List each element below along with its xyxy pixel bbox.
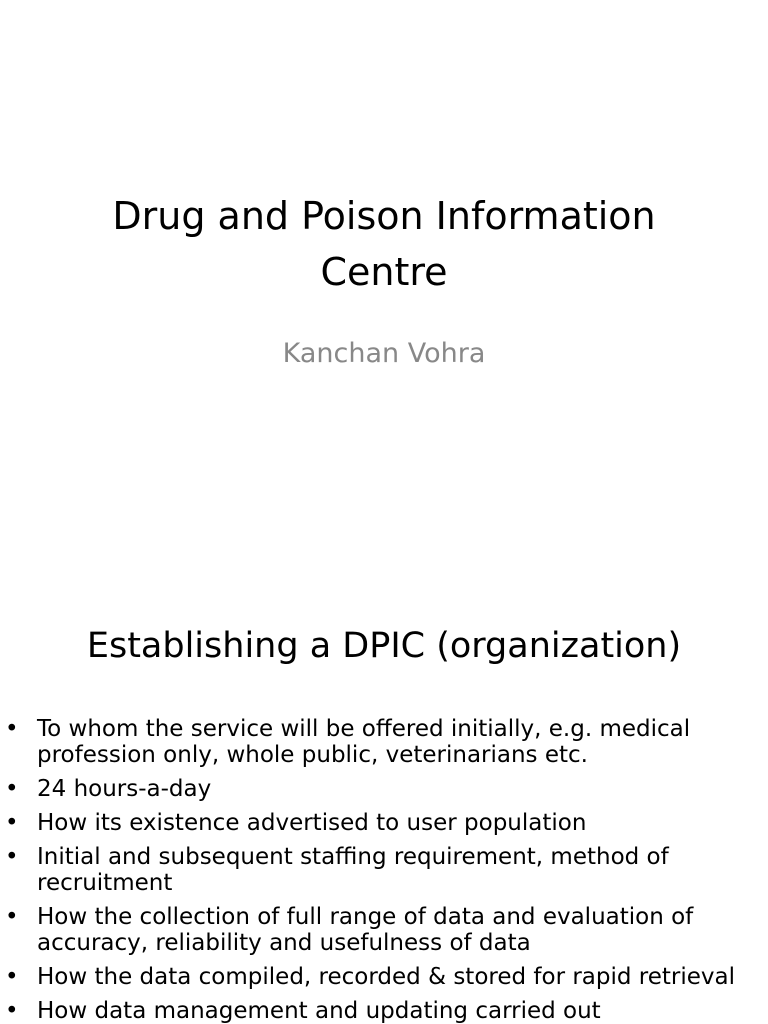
presentation-title-line-1: Drug and Poison Information xyxy=(112,194,656,238)
list-item xyxy=(0,998,768,1024)
bullet-icon: • xyxy=(5,998,19,1024)
bullet-icon: • xyxy=(5,844,19,870)
list-item-text: How the collection of full range of data and evaluation of accuracy, reliability and usefulness of data xyxy=(37,904,694,956)
bullet-list xyxy=(0,716,768,1024)
list-item-text: Initial and subsequent staffing requirement, method of recruitment xyxy=(37,844,669,896)
list-item-text: How data management and updating carried out xyxy=(37,998,601,1024)
list-item xyxy=(0,776,768,802)
author-name: Kanchan Vohra xyxy=(282,338,486,369)
list-item xyxy=(0,716,768,768)
bullet-icon: • xyxy=(5,716,19,742)
list-item-text: How the data compiled, recorded & stored for rapid retrieval xyxy=(37,964,735,990)
content-slide xyxy=(0,576,768,1024)
list-item-text: To whom the service will be offered initially, e.g. medical profession only, whole public, veterinarians etc. xyxy=(37,716,691,768)
list-item xyxy=(0,964,768,990)
bullet-icon: • xyxy=(5,964,19,990)
bullet-icon: • xyxy=(5,776,19,802)
slide-title: Establishing a DPIC (organization) xyxy=(86,626,682,666)
list-item xyxy=(0,904,768,956)
list-item xyxy=(0,844,768,896)
bullet-icon: • xyxy=(5,810,19,836)
list-item-text: How its existence advertised to user population xyxy=(37,810,587,836)
presentation-title-line-2: Centre xyxy=(320,250,448,294)
list-item-text: 24 hours-a-day xyxy=(37,776,212,802)
bullet-icon: • xyxy=(5,904,19,930)
list-item xyxy=(0,810,768,836)
presentation-title xyxy=(0,188,768,300)
